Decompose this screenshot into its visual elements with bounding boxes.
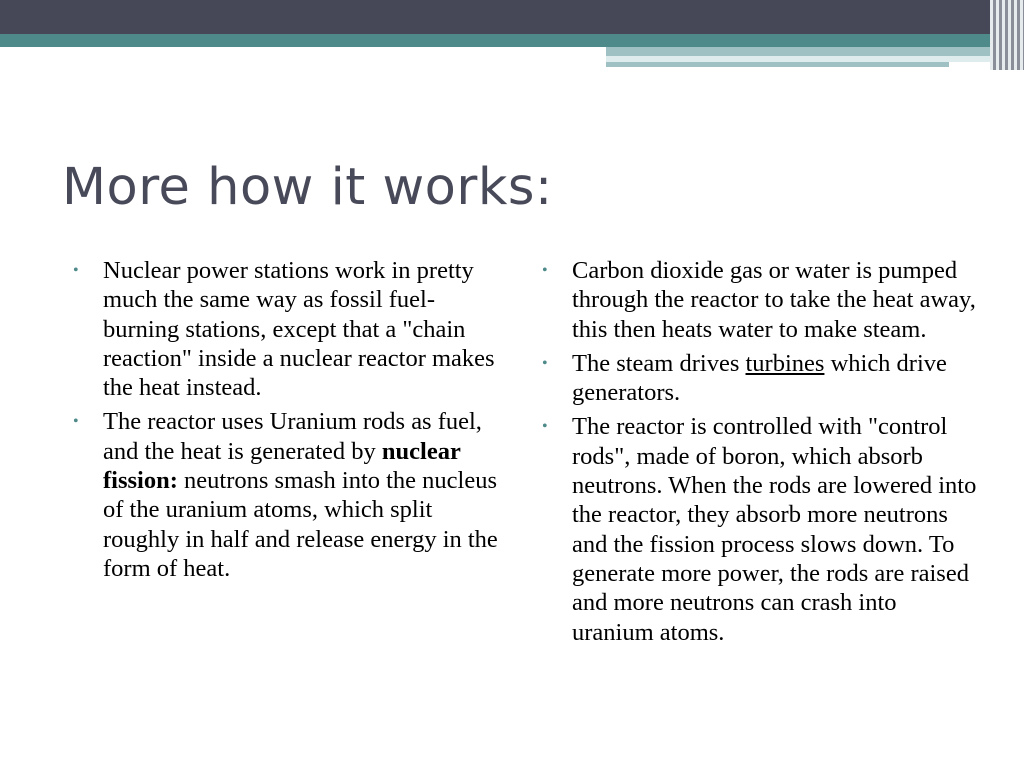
turbines-link[interactable]: turbines [745, 349, 825, 377]
header-band-light [606, 47, 1024, 56]
header-band-dark [0, 0, 1024, 34]
slide-title: More how it works: [62, 158, 553, 217]
list-item-text: which drive generators. [572, 349, 947, 407]
bullet-dot-icon: • [542, 262, 548, 279]
bold-term: nuclear fission: [103, 437, 461, 495]
list-item [541, 256, 981, 344]
list-item-text: The reactor uses Uranium rods as fuel, and the heat is generated by [103, 408, 482, 465]
bullet-dot-icon: • [542, 354, 548, 372]
list-item [72, 407, 507, 583]
list-item [541, 349, 981, 408]
bullet-dot-icon: • [73, 413, 79, 431]
bullet-dot-icon: • [542, 418, 548, 436]
right-column-list [541, 256, 981, 652]
header-stripes [990, 0, 1024, 70]
header-band-light-thin [606, 62, 949, 67]
list-item-text: neutrons smash into the nucleus of the uranium atoms, which split roughly in half and release energy in the form of heat. [103, 467, 498, 582]
list-item-text: Nuclear power stations work in pretty much the same way as fossil fuel-burning stations, except that a "chain reaction" inside a nuclear reactor makes the heat instead. [103, 257, 495, 402]
list-item [72, 256, 507, 402]
header-band-teal [0, 34, 1024, 47]
list-item-text: The steam drives [572, 349, 746, 377]
bullet-dot-icon: • [73, 262, 79, 279]
list-item-text: Carbon dioxide gas or water is pumped through the reactor to take the heat away, this then heats water to make steam. [572, 257, 976, 343]
list-item-text: The reactor is controlled with "control rods", made of boron, which absorb neutrons. When the rods are lowered into the reactor, they absorb more neutrons and the fission process slows down. To generate more power, the rods are raised and more neutrons can crash into uranium atoms. [572, 413, 977, 646]
left-column-list [72, 256, 507, 588]
list-item [541, 412, 981, 646]
